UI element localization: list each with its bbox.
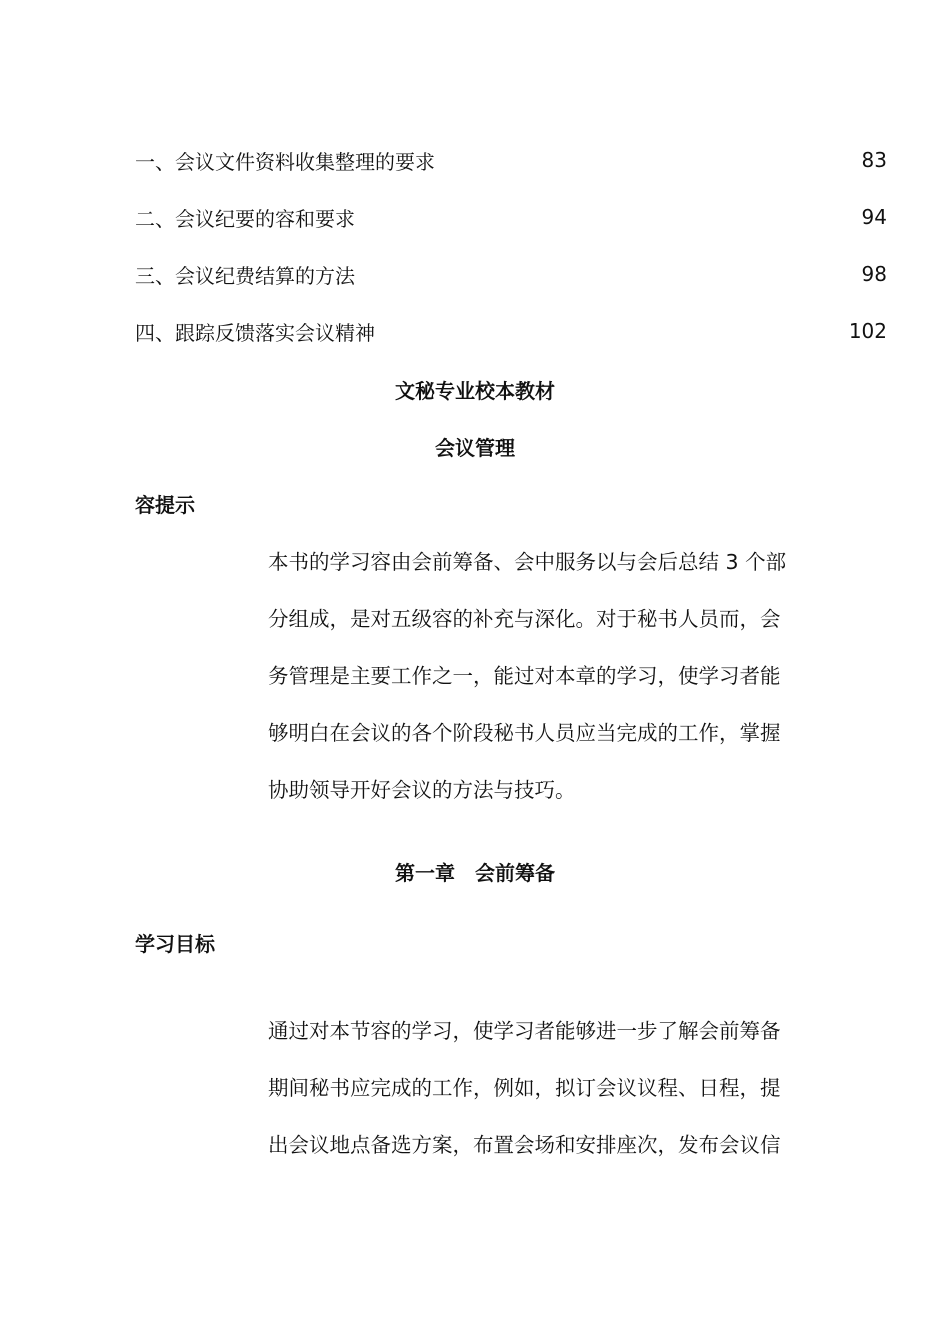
summary-heading: 容提示 [135,493,195,517]
toc-page-number: 102 [848,319,887,343]
toc-row [135,315,887,347]
toc-title: 四、跟踪反馈落实会议精神 [135,320,375,345]
toc-row [135,201,887,233]
book-subtitle: 会议管理 [435,436,515,460]
toc-title: 三、会议纪费结算的方法 [135,263,355,288]
toc-row [135,144,887,176]
book-title: 文秘专业校本教材 [395,379,555,403]
toc-page-number: 94 [861,205,887,229]
toc-title: 二、会议纪要的容和要求 [135,206,355,231]
chapter-heading: 第一章 会前筹备 [395,861,555,885]
objectives-line: 通过对本节容的学习，使学习者能够进一步了解会前筹备 [268,1019,781,1043]
objectives-line: 期间秘书应完成的工作，例如，拟订会议议程、日程，提 [268,1076,781,1100]
summary-line: 协助领导开好会议的方法与技巧。 [268,778,576,802]
objectives-heading: 学习目标 [135,932,215,956]
summary-line: 务管理是主要工作之一，能过对本章的学习，使学习者能 [268,664,781,688]
summary-line: 本书的学习容由会前筹备、会中服务以与会后总结 3 个部 [268,550,787,574]
toc-title: 一、会议文件资料收集整理的要求 [135,149,435,174]
summary-line: 分组成，是对五级容的补充与深化。对于秘书人员而，会 [268,607,781,631]
toc-page-number: 83 [861,148,887,172]
summary-line: 够明白在会议的各个阶段秘书人员应当完成的工作，掌握 [268,721,781,745]
toc-page-number: 98 [861,262,887,286]
toc-row [135,258,887,290]
objectives-line: 出会议地点备选方案，布置会场和安排座次，发布会议信 [268,1133,781,1157]
